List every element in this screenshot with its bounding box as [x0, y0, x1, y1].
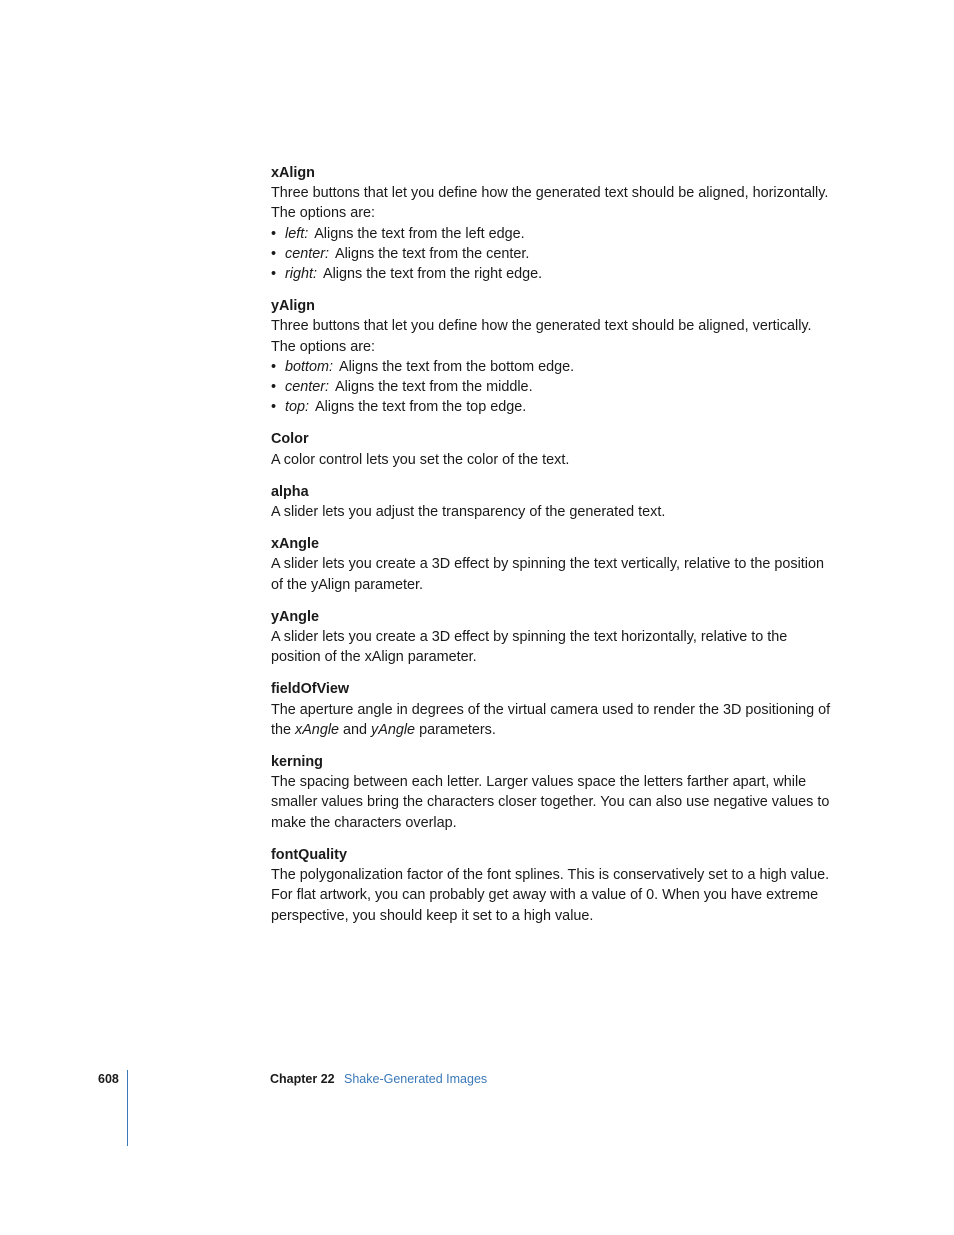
term-heading: yAlign — [271, 298, 315, 315]
term-description: A slider lets you create a 3D effect by spinning the text vertically, relative to the position of the yAlign parameter. — [271, 556, 824, 593]
term-description: A slider lets you adjust the transparency of the generated text. — [271, 504, 666, 521]
bullet-icon: • — [271, 225, 277, 242]
term-heading: alpha — [271, 483, 309, 500]
option-text: Aligns the text from the bottom edge. — [339, 358, 575, 375]
term-description: Three buttons that let you define how the generated text should be aligned, vertically. The options are: — [271, 318, 812, 355]
term-description: A color control lets you set the color of the text. — [271, 451, 570, 468]
term-heading: Color — [271, 431, 309, 448]
section-color — [271, 429, 831, 469]
term-heading: fieldOfView — [271, 681, 350, 698]
description-text: parameters. — [419, 721, 496, 738]
list-item — [271, 357, 831, 377]
list-item — [271, 377, 831, 397]
option-name: top: — [285, 399, 310, 416]
description-text: The aperture angle in degrees of the virtual camera used to render the 3D positioning of the — [271, 701, 831, 738]
section-xalign — [271, 163, 831, 284]
page-content — [271, 163, 831, 938]
section-alpha — [271, 482, 831, 522]
section-yalign — [271, 296, 831, 417]
list-item — [271, 397, 831, 417]
bullet-icon: • — [271, 379, 277, 396]
option-name: center: — [285, 379, 329, 396]
option-text: Aligns the text from the right edge. — [323, 266, 543, 283]
options-list — [271, 357, 831, 418]
option-name: left: — [285, 225, 309, 242]
term-description: The spacing between each letter. Larger values space the letters farther apart, while smaller values bring the characters closer together. You can also use negative values to make the characters overlap. — [271, 774, 830, 831]
section-fontquality — [271, 845, 831, 926]
term-heading: fontQuality — [271, 846, 347, 863]
bullet-icon: • — [271, 358, 277, 375]
chapter-title: Shake-Generated Images — [344, 1072, 488, 1086]
bullet-icon: • — [271, 266, 277, 283]
chapter-label: Chapter 22 — [270, 1072, 335, 1086]
bullet-icon: • — [271, 399, 277, 416]
option-name: center: — [285, 245, 329, 262]
section-xangle — [271, 534, 831, 595]
term-description: The polygonalization factor of the font splines. This is conservatively set to a high value. For flat artwork, you can probably get away with a value of 0. When you have extreme perspective, you should keep it set to a high value. — [271, 867, 830, 924]
section-yangle — [271, 607, 831, 668]
option-text: Aligns the text from the middle. — [335, 379, 533, 396]
page-number: 608 — [98, 1072, 119, 1086]
term-heading: kerning — [271, 754, 323, 771]
options-list — [271, 224, 831, 285]
list-item — [271, 264, 831, 284]
option-text: Aligns the text from the center. — [335, 245, 530, 262]
description-text: and — [343, 721, 368, 738]
term-heading: xAngle — [271, 536, 319, 553]
param-reference: yAngle — [371, 721, 416, 738]
option-name: right: — [285, 266, 317, 283]
list-item — [271, 244, 831, 264]
bullet-icon: • — [271, 245, 277, 262]
term-heading: yAngle — [271, 608, 319, 625]
term-description: Three buttons that let you define how the generated text should be aligned, horizontally. The options are: — [271, 185, 829, 222]
section-kerning — [271, 752, 831, 833]
term-description: A slider lets you create a 3D effect by spinning the text horizontally, relative to the position of the xAlign parameter. — [271, 629, 788, 666]
option-name: bottom: — [285, 358, 333, 375]
section-fieldofview — [271, 679, 831, 740]
option-text: Aligns the text from the top edge. — [315, 399, 527, 416]
list-item — [271, 224, 831, 244]
param-reference: xAngle — [295, 721, 340, 738]
term-description — [271, 700, 831, 740]
option-text: Aligns the text from the left edge. — [314, 225, 525, 242]
footer-divider — [127, 1070, 128, 1146]
term-heading: xAlign — [271, 165, 315, 181]
